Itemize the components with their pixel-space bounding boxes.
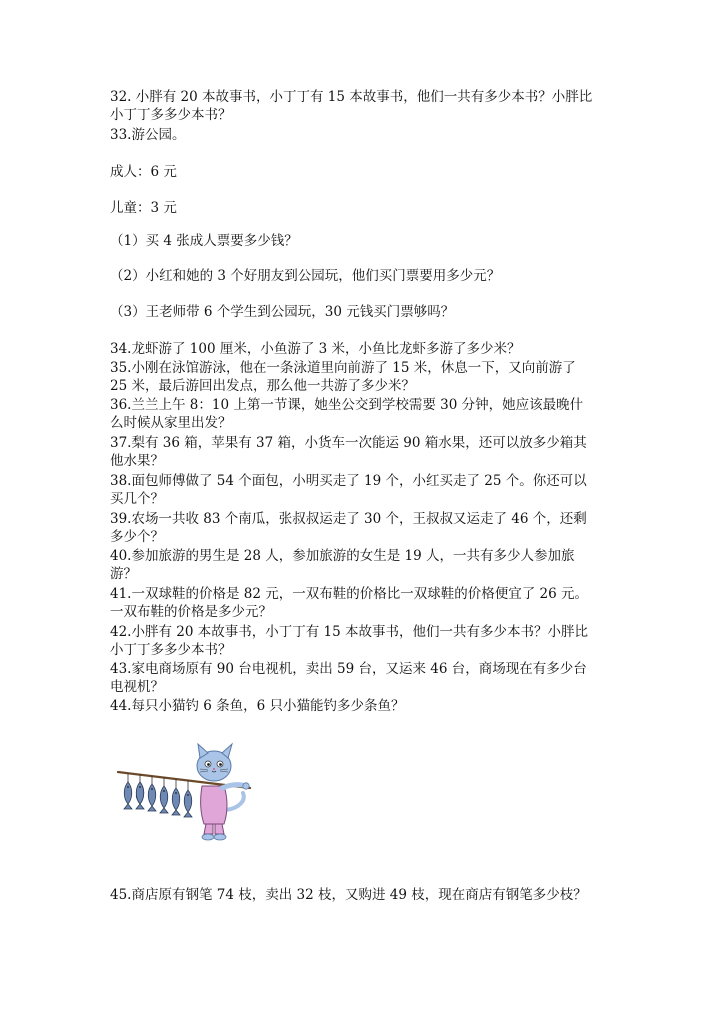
question-35-line-1: 35.小刚在泳馆游泳，他在一条泳道里向前游了 15 米，休息一下，又向前游了 xyxy=(110,360,576,376)
question-39-line-1: 39.农场一共收 83 个南瓜，张叔叔运走了 30 个，王叔叔又运走了 46 个，还剩 xyxy=(110,511,587,527)
question-33-title: 33.游公园。 xyxy=(110,127,186,143)
question-42-line-2: 小丁丁多多少本书？ xyxy=(110,642,232,658)
question-34-line-1: 34.龙虾游了 100 厘米，小鱼游了 3 米，小鱼比龙虾多游了多少米？ xyxy=(110,341,521,357)
question-43-line-1: 43.家电商场原有 90 台电视机，卖出 59 台，又运来 46 台，商场现在有多少台 xyxy=(110,661,587,677)
question-33-part-3: （3）王老师带 6 个学生到公园玩，30 元钱买门票够吗？ xyxy=(110,304,455,320)
cat-carrying-fish-icon xyxy=(116,738,256,843)
adult-price: 成人：6 元 xyxy=(110,164,177,180)
question-45-line-1: 45.商店原有钢笔 74 枝，卖出 32 枝，又购进 49 枝，现在商店有钢笔多少枝？ xyxy=(110,887,587,903)
question-40-line-2: 游？ xyxy=(110,566,137,582)
question-36-line-1: 36.兰兰上午 8：10 上第一节课，她坐公交到学校需要 30 分钟，她应该最晚什 xyxy=(110,397,584,413)
child-price: 儿童：3 元 xyxy=(110,200,177,216)
question-40-line-1: 40.参加旅游的男生是 28 人，参加旅游的女生是 19 人，一共有多少人参加旅 xyxy=(110,548,575,564)
question-32-line-2: 小丁丁多多少本书？ xyxy=(110,107,232,123)
question-39-line-2: 多少个？ xyxy=(110,529,164,545)
question-32-line-1: 32. 小胖有 20 本故事书，小丁丁有 15 本故事书，他们一共有多少本书？小胖比 xyxy=(110,89,593,105)
question-44-line-1: 44.每只小猫钓 6 条鱼，6 只小猫能钓多少条鱼？ xyxy=(110,698,405,714)
question-41-line-1: 41.一双球鞋的价格是 82 元，一双布鞋的价格比一双球鞋的价格便宜了 26 元。 xyxy=(110,586,588,602)
question-33-part-2: （2）小红和她的 3 个好朋友到公园玩，他们买门票要用多少元？ xyxy=(110,268,501,284)
question-42-line-1: 42.小胖有 20 本故事书，小丁丁有 15 本故事书，他们一共有多少本书？小胖比 xyxy=(110,624,588,640)
question-41-line-2: 一双布鞋的价格是多少元？ xyxy=(110,604,272,620)
question-43-line-2: 电视机？ xyxy=(110,679,164,695)
question-38-line-2: 买几个？ xyxy=(110,491,164,507)
question-37-line-2: 他水果？ xyxy=(110,453,164,469)
question-33-part-1: （1）买 4 张成人票要多少钱？ xyxy=(110,233,298,249)
question-37-line-1: 37.梨有 36 箱，苹果有 37 箱，小货车一次能运 90 箱水果，还可以放多少箱其 xyxy=(110,435,587,451)
question-35-line-2: 25 米，最后游回出发点，那么他一共游了多少米？ xyxy=(110,378,415,394)
question-38-line-1: 38.面包师傅做了 54 个面包，小明买走了 19 个，小红买走了 25 个。你还可以 xyxy=(110,473,587,489)
question-36-line-2: 么时候从家里出发？ xyxy=(110,415,232,431)
